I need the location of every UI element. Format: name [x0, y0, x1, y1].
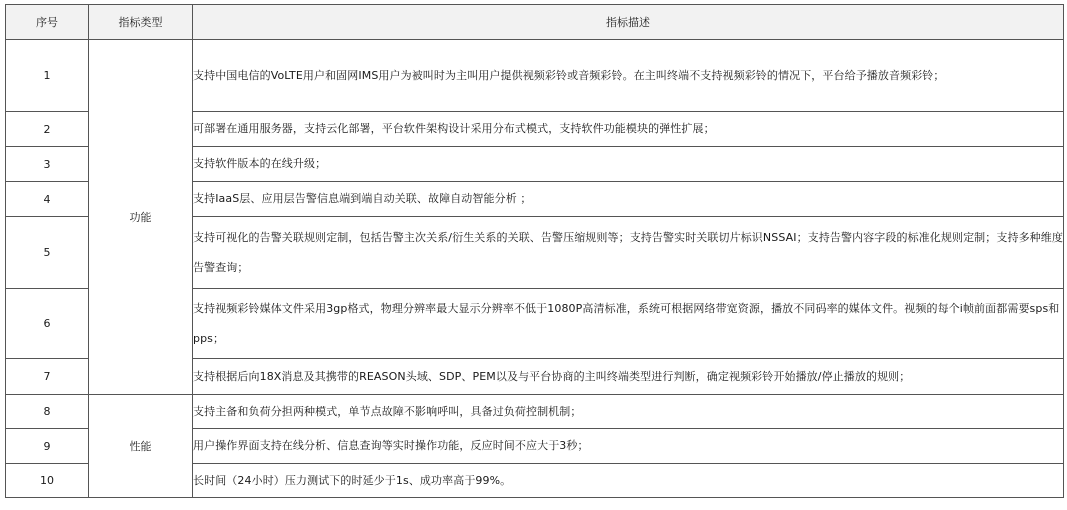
row-num: 4 — [6, 182, 89, 217]
header-desc: 指标描述 — [193, 5, 1064, 40]
header-num: 序号 — [6, 5, 89, 40]
row-num: 6 — [6, 289, 89, 359]
type-function: 功能 — [89, 40, 193, 395]
row-num: 7 — [6, 359, 89, 395]
row-num: 3 — [6, 147, 89, 182]
row-desc: 支持根据后向18X消息及其携带的REASON头域、SDP、PEM以及与平台协商的主叫终端类型进行判断，确定视频彩铃开始播放/停止播放的规则； — [193, 359, 1064, 395]
row-num: 5 — [6, 217, 89, 289]
row-desc: 支持主备和负荷分担两种模式，单节点故障不影响呼叫，具备过负荷控制机制； — [193, 395, 1064, 429]
table-header-row — [6, 5, 1064, 40]
header-type: 指标类型 — [89, 5, 193, 40]
indicator-table — [5, 4, 1064, 498]
row-num: 9 — [6, 429, 89, 464]
row-num: 1 — [6, 40, 89, 112]
row-desc: 支持中国电信的VoLTE用户和固网IMS用户为被叫时为主叫用户提供视频彩铃或音频彩铃。在主叫终端不支持视频彩铃的情况下，平台给予播放音频彩铃； — [193, 40, 1064, 112]
row-num: 8 — [6, 395, 89, 429]
row-desc: 支持视频彩铃媒体文件采用3gp格式，物理分辨率最大显示分辨率不低于1080P高清标准，系统可根据网络带宽资源，播放不同码率的媒体文件。视频的每个i帧前面都需要sps和pps； — [193, 289, 1064, 359]
row-desc: 支持IaaS层、应用层告警信息端到端自动关联、故障自动智能分析 ； — [193, 182, 1064, 217]
row-num: 2 — [6, 112, 89, 147]
row-desc: 长时间（24小时）压力测试下的时延少于1s、成功率高于99%。 — [193, 464, 1064, 498]
table-row — [6, 395, 1064, 429]
table-row — [6, 40, 1064, 112]
row-desc: 用户操作界面支持在线分析、信息查询等实时操作功能，反应时间不应大于3秒； — [193, 429, 1064, 464]
row-desc: 可部署在通用服务器，支持云化部署，平台软件架构设计采用分布式模式，支持软件功能模块的弹性扩展； — [193, 112, 1064, 147]
row-num: 10 — [6, 464, 89, 498]
row-desc: 支持可视化的告警关联规则定制，包括告警主次关系/衍生关系的关联、告警压缩规则等；支持告警实时关联切片标识NSSAI；支持告警内容字段的标准化规则定制；支持多种维度告警查询； — [193, 217, 1064, 289]
type-performance: 性能 — [89, 395, 193, 498]
row-desc: 支持软件版本的在线升级； — [193, 147, 1064, 182]
